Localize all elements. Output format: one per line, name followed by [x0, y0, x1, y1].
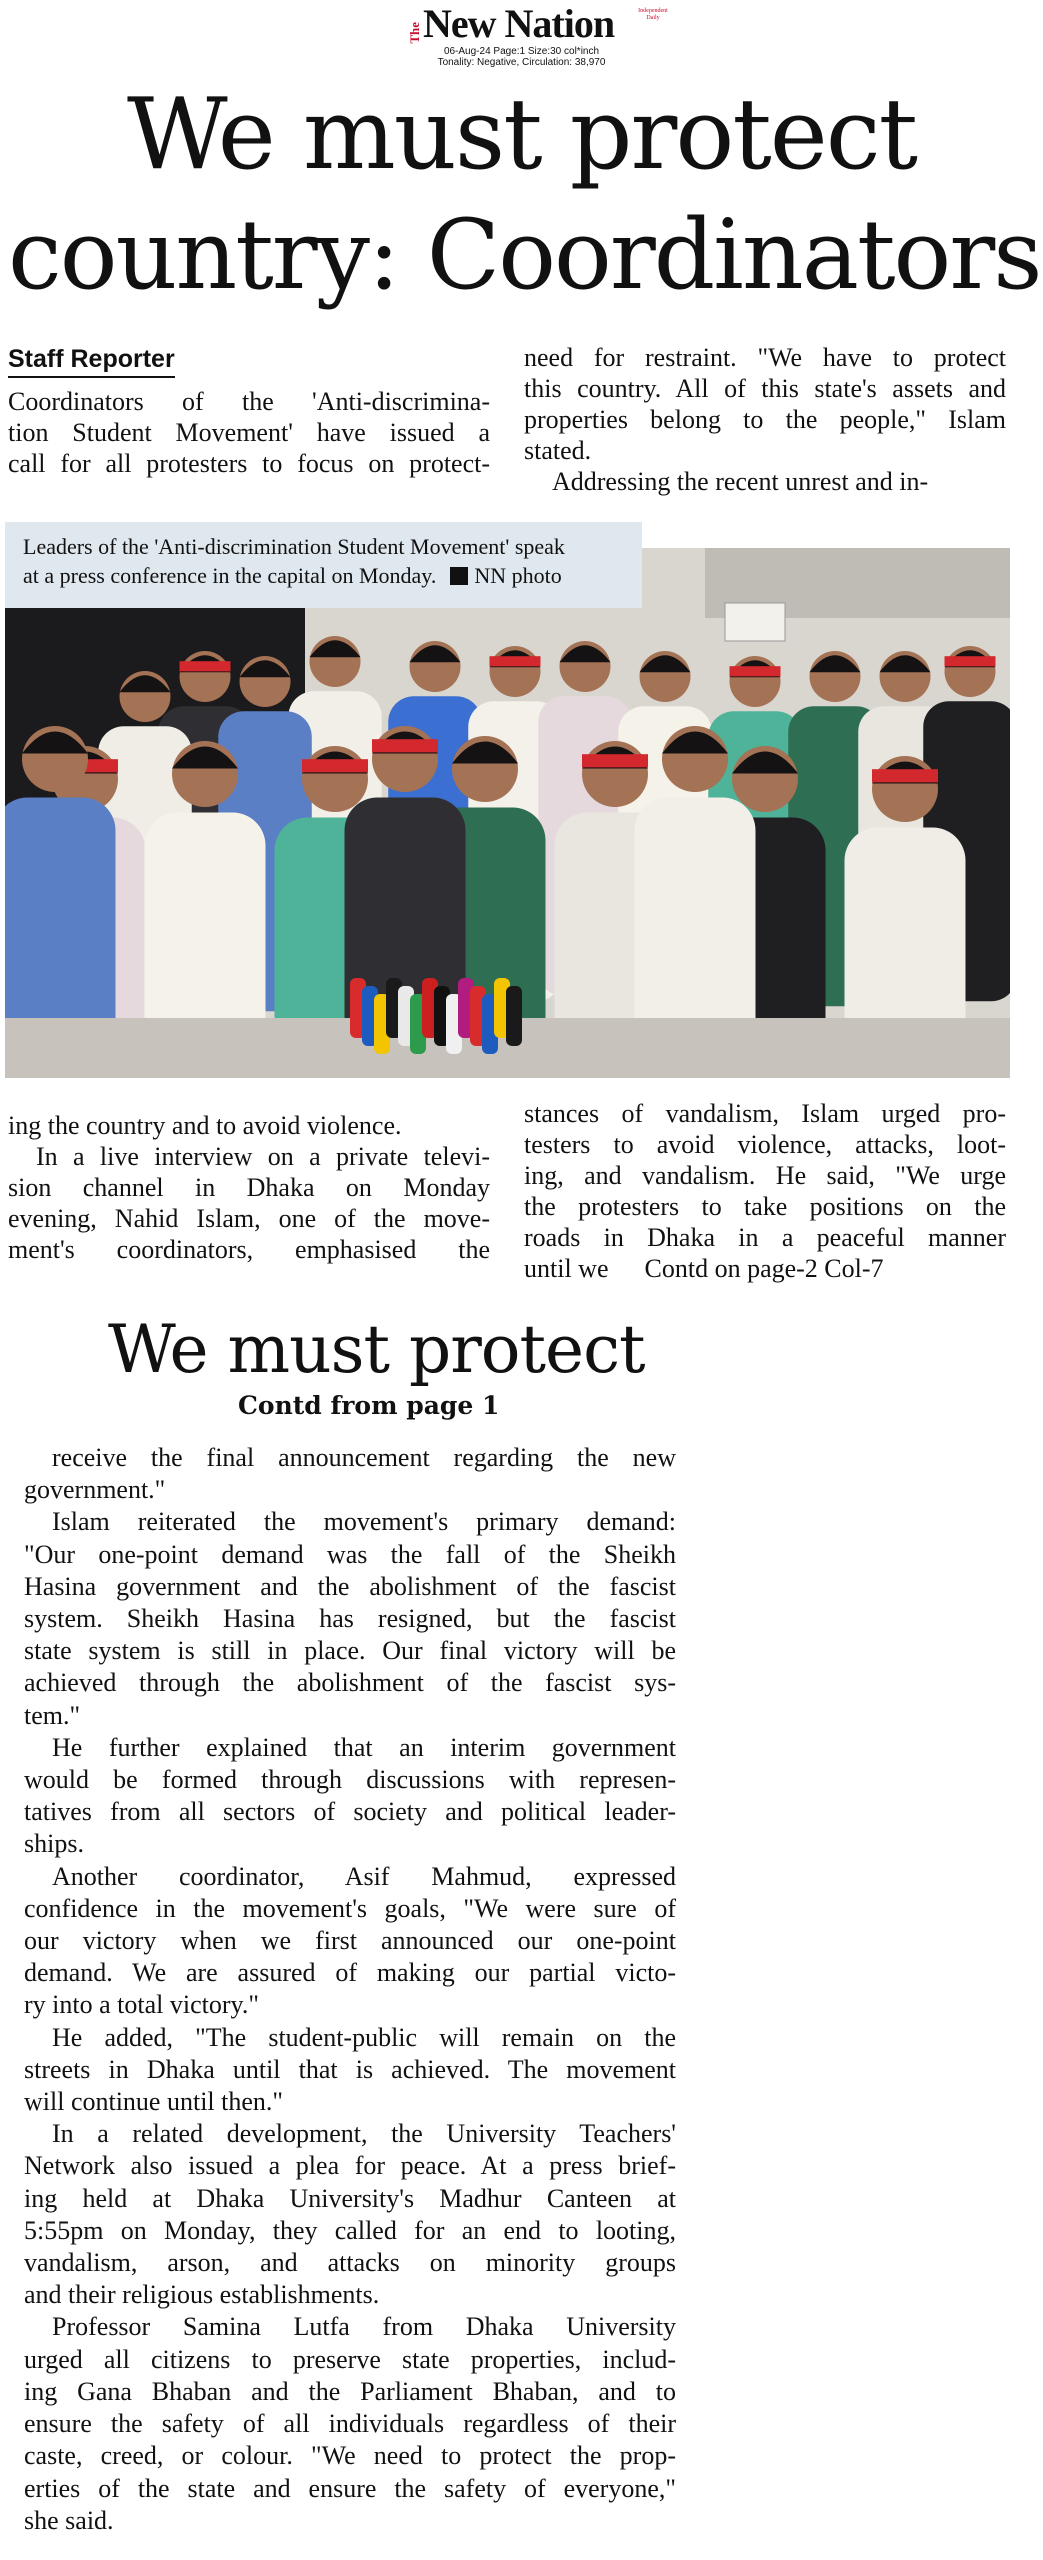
column-1-top	[8, 386, 490, 479]
continued-text-line: Network also issued a plea for peace. At a press brief-	[24, 2151, 676, 2181]
text-line: roads in Dhaka in a peaceful manner	[524, 1223, 1006, 1252]
text-line: Coordinators of the 'Anti-discrimina-	[8, 387, 490, 416]
continued-text-line: she said.	[24, 2505, 114, 2535]
continued-jump-line: Contd on page-2 Col-7	[644, 1254, 884, 1283]
continued-text-line: ensure the safety of all individuals regardless of their	[24, 2409, 676, 2439]
continued-text-line: ing Gana Bhaban and the Parliament Bhaban, and to	[24, 2376, 676, 2406]
text-line: evening, Nahid Islam, one of the move-	[8, 1204, 490, 1233]
text-line: call for all protesters to focus on protect-	[8, 449, 490, 478]
photo-caption	[5, 522, 642, 608]
caption-line-2	[23, 561, 628, 590]
continued-text-line: demand. We are assured of making our partial victo-	[24, 1958, 676, 1988]
continued-text-line: streets in Dhaka until that is achieved. The movement	[24, 2054, 676, 2084]
continued-from-label: Contd from page 1	[238, 1391, 500, 1420]
text-line-end: until we	[524, 1254, 609, 1283]
clipping-meta-circulation: Tonality: Negative, Circulation: 38,970	[437, 57, 606, 68]
text-line: Addressing the recent unrest and in-	[552, 467, 929, 496]
continued-body	[24, 1442, 676, 2537]
text-line: stances of vandalism, Islam urged pro-	[524, 1099, 1006, 1128]
text-line	[524, 1253, 1006, 1284]
continued-text-line: tem."	[24, 1700, 81, 1730]
continued-text-line: state system is still in place. Our final victory will be	[24, 1636, 676, 1666]
photo-credit-square-icon	[450, 567, 468, 585]
press-conference-photo	[5, 548, 1010, 1078]
continued-text-line: and their religious establishments.	[24, 2280, 380, 2310]
text-line: stated.	[524, 436, 592, 465]
continued-text-line: Hasina government and the abolishment of the fascist	[24, 1571, 676, 1601]
headline-line-2: country: Coordinators	[8, 199, 1041, 311]
clipping-meta-date: 06-Aug-24 Page:1 Size:30 col*inch	[443, 46, 600, 57]
continued-text-line: receive the final announcement regarding the new	[52, 1443, 676, 1472]
continued-text-line: In a related development, the University Teachers'	[52, 2119, 676, 2149]
continued-text-line: confidence in the movement's goals, "We were sure of	[24, 1893, 676, 1923]
column-2-top	[524, 342, 1006, 497]
continued-text-line: our victory when we first announced our one-point	[24, 1926, 676, 1956]
continued-text-line: He further explained that an interim government	[52, 1732, 676, 1762]
continued-text-line: urged all citizens to preserve state properties, includ-	[24, 2344, 676, 2374]
text-line: ment's coordinators, emphasised the	[8, 1235, 490, 1264]
continued-text-line: tatives from all sectors of society and political leader-	[24, 1797, 676, 1827]
text-line: testers to avoid violence, attacks, loot-	[524, 1130, 1006, 1159]
continued-text-line: "Our one-point demand was the fall of the Sheikh	[24, 1539, 676, 1569]
continued-text-line: Professor Samina Lutfa from Dhaka University	[52, 2312, 676, 2342]
continued-text-line: achieved through the abolishment of the fascist sys-	[24, 1668, 676, 1698]
masthead	[0, 0, 1043, 72]
continued-text-line: 5:55pm on Monday, they called for an end to looting,	[24, 2215, 676, 2245]
newspaper-logo	[407, 1, 668, 46]
caption-line-2-text: at a press conference in the capital on Monday.	[23, 563, 437, 588]
continued-text-line: would be formed through discussions with represen-	[24, 1765, 676, 1795]
caption-line-1: Leaders of the 'Anti-discrimination Student Movement' speak	[23, 534, 565, 559]
continued-text-line: He added, "The student-public will remain on the	[52, 2022, 676, 2052]
continued-text-line: Islam reiterated the movement's primary demand:	[52, 1507, 676, 1537]
logo-name: New Nation	[423, 1, 615, 46]
column-1-bottom	[8, 1110, 490, 1265]
continued-text-line: ry into a total victory."	[24, 1990, 259, 2020]
continued-text-line: caste, creed, or colour. "We need to protect the prop-	[24, 2441, 676, 2471]
continued-text-line: erties of the state and ensure the safety of everyone,"	[24, 2473, 676, 2503]
continued-text-line: vandalism, arson, and attacks on minority groups	[24, 2248, 676, 2278]
text-line: this country. All of this state's assets and	[524, 374, 1006, 403]
continued-text-line: will continue until then."	[24, 2087, 284, 2117]
microphone	[506, 986, 522, 1046]
headline-line-1: We must protect	[127, 78, 916, 192]
text-line: ing the country and to avoid violence.	[8, 1111, 402, 1140]
text-line: need for restraint. "We have to protect	[524, 343, 1006, 372]
logo-the: The	[407, 22, 422, 44]
continued-text-line: ing held at Dhaka University's Madhur Canteen at	[24, 2183, 676, 2213]
text-line: sion channel in Dhaka on Monday	[8, 1173, 490, 1202]
text-line: properties belong to the people," Islam	[524, 405, 1006, 434]
continued-text-line: ships.	[24, 1829, 84, 1859]
continued-heading: We must protect	[108, 1311, 645, 1388]
logo-tagline: Independent Daily	[638, 8, 668, 21]
press-conference-photo-art	[5, 548, 1010, 1078]
continued-text-line: government."	[24, 1475, 166, 1505]
text-line: tion Student Movement' have issued a	[8, 418, 490, 447]
byline: Staff Reporter	[8, 344, 175, 378]
column-2-bottom	[524, 1098, 1006, 1284]
text-line: the protesters to take positions on the	[524, 1192, 1006, 1221]
continued-text-line: Another coordinator, Asif Mahmud, expressed	[52, 1861, 676, 1891]
text-line: ing, and vandalism. He said, "We urge	[524, 1161, 1006, 1190]
continued-text-line: system. Sheikh Hasina has resigned, but the fascist	[24, 1604, 676, 1634]
text-line: In a live interview on a private televi-	[36, 1142, 490, 1171]
photo-credit: NN photo	[474, 563, 562, 588]
